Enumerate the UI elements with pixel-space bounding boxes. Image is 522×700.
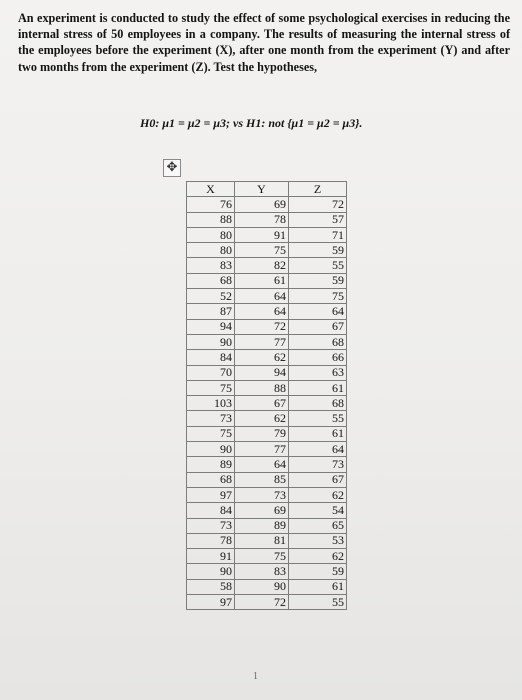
cell-z: 54	[289, 503, 347, 518]
table-row	[187, 243, 347, 258]
cell-z: 61	[289, 579, 347, 594]
table-row	[187, 396, 347, 411]
cell-x: 88	[187, 212, 235, 227]
cell-y: 69	[235, 503, 289, 518]
table-row	[187, 426, 347, 441]
cell-z: 65	[289, 518, 347, 533]
cell-y: 73	[235, 487, 289, 502]
cell-x: 75	[187, 426, 235, 441]
table-row	[187, 549, 347, 564]
cell-y: 62	[235, 411, 289, 426]
cell-z: 62	[289, 549, 347, 564]
cell-z: 66	[289, 350, 347, 365]
cell-x: 52	[187, 289, 235, 304]
cell-x: 84	[187, 350, 235, 365]
cell-z: 55	[289, 258, 347, 273]
cell-z: 61	[289, 426, 347, 441]
cell-x: 68	[187, 273, 235, 288]
cell-z: 73	[289, 457, 347, 472]
table-row	[187, 503, 347, 518]
cell-y: 69	[235, 197, 289, 212]
table-header-row	[187, 182, 347, 197]
cell-y: 77	[235, 442, 289, 457]
column-header-z: Z	[289, 182, 347, 197]
table-row	[187, 564, 347, 579]
table-row	[187, 304, 347, 319]
cell-z: 59	[289, 273, 347, 288]
cell-x: 78	[187, 533, 235, 548]
cell-y: 90	[235, 579, 289, 594]
table-row	[187, 334, 347, 349]
cell-y: 61	[235, 273, 289, 288]
cell-x: 89	[187, 457, 235, 472]
cell-y: 89	[235, 518, 289, 533]
cell-z: 68	[289, 396, 347, 411]
table-row	[187, 457, 347, 472]
table-row	[187, 411, 347, 426]
cell-y: 91	[235, 227, 289, 242]
cell-x: 80	[187, 243, 235, 258]
cell-y: 67	[235, 396, 289, 411]
cell-y: 75	[235, 243, 289, 258]
cell-y: 62	[235, 350, 289, 365]
cell-z: 53	[289, 533, 347, 548]
table-row	[187, 365, 347, 380]
table-row	[187, 533, 347, 548]
table-row	[187, 579, 347, 594]
cell-y: 83	[235, 564, 289, 579]
hypothesis-text: H0: μ1 = μ2 = μ3; vs H1: not {μ1 = μ2 = μ3}.	[140, 116, 363, 130]
cell-y: 81	[235, 533, 289, 548]
cell-z: 75	[289, 289, 347, 304]
cell-z: 67	[289, 472, 347, 487]
cell-x: 97	[187, 595, 235, 610]
cell-x: 73	[187, 411, 235, 426]
cell-z: 71	[289, 227, 347, 242]
cell-y: 88	[235, 380, 289, 395]
cell-x: 90	[187, 564, 235, 579]
cell-x: 87	[187, 304, 235, 319]
cell-x: 73	[187, 518, 235, 533]
column-header-y: Y	[235, 182, 289, 197]
cell-z: 55	[289, 595, 347, 610]
table-row	[187, 518, 347, 533]
table-row	[187, 595, 347, 610]
column-header-x: X	[187, 182, 235, 197]
table-row	[187, 472, 347, 487]
cell-y: 72	[235, 319, 289, 334]
cell-y: 64	[235, 289, 289, 304]
cell-y: 64	[235, 304, 289, 319]
cell-y: 75	[235, 549, 289, 564]
question-text: An experiment is conducted to study the effect of some psychological exercises in reducing the internal stress of 50 employees in a company. The results of measuring the internal stress of the employees before the experiment (X), after one month from the experiment (Y) and after two months from the experiment (Z). Test the hypotheses,	[18, 11, 510, 74]
cell-z: 68	[289, 334, 347, 349]
cell-z: 59	[289, 564, 347, 579]
cell-x: 76	[187, 197, 235, 212]
cell-x: 84	[187, 503, 235, 518]
cell-z: 55	[289, 411, 347, 426]
cell-x: 97	[187, 487, 235, 502]
cell-x: 90	[187, 334, 235, 349]
table-row	[187, 227, 347, 242]
cell-z: 62	[289, 487, 347, 502]
cell-y: 78	[235, 212, 289, 227]
cell-y: 82	[235, 258, 289, 273]
table-row	[187, 212, 347, 227]
table-row	[187, 487, 347, 502]
cell-x: 90	[187, 442, 235, 457]
cell-x: 68	[187, 472, 235, 487]
table-row	[187, 289, 347, 304]
table-row	[187, 319, 347, 334]
cell-z: 63	[289, 365, 347, 380]
cell-y: 85	[235, 472, 289, 487]
cell-z: 59	[289, 243, 347, 258]
cell-y: 64	[235, 457, 289, 472]
page-number: 1	[253, 671, 258, 682]
cell-y: 72	[235, 595, 289, 610]
table-row	[187, 442, 347, 457]
table-row	[187, 380, 347, 395]
cell-x: 75	[187, 380, 235, 395]
cell-y: 79	[235, 426, 289, 441]
cell-z: 64	[289, 304, 347, 319]
cell-z: 61	[289, 380, 347, 395]
table-row	[187, 273, 347, 288]
cell-z: 67	[289, 319, 347, 334]
data-table	[186, 181, 347, 610]
cell-x: 94	[187, 319, 235, 334]
table-row	[187, 197, 347, 212]
cell-y: 94	[235, 365, 289, 380]
cell-z: 64	[289, 442, 347, 457]
cell-z: 72	[289, 197, 347, 212]
cell-x: 103	[187, 396, 235, 411]
table-row	[187, 258, 347, 273]
cell-y: 77	[235, 334, 289, 349]
cell-x: 91	[187, 549, 235, 564]
cell-x: 58	[187, 579, 235, 594]
cell-x: 70	[187, 365, 235, 380]
cell-z: 57	[289, 212, 347, 227]
cell-x: 80	[187, 227, 235, 242]
table-row	[187, 350, 347, 365]
cell-x: 83	[187, 258, 235, 273]
move-cross-icon[interactable]: ✥	[163, 159, 181, 177]
